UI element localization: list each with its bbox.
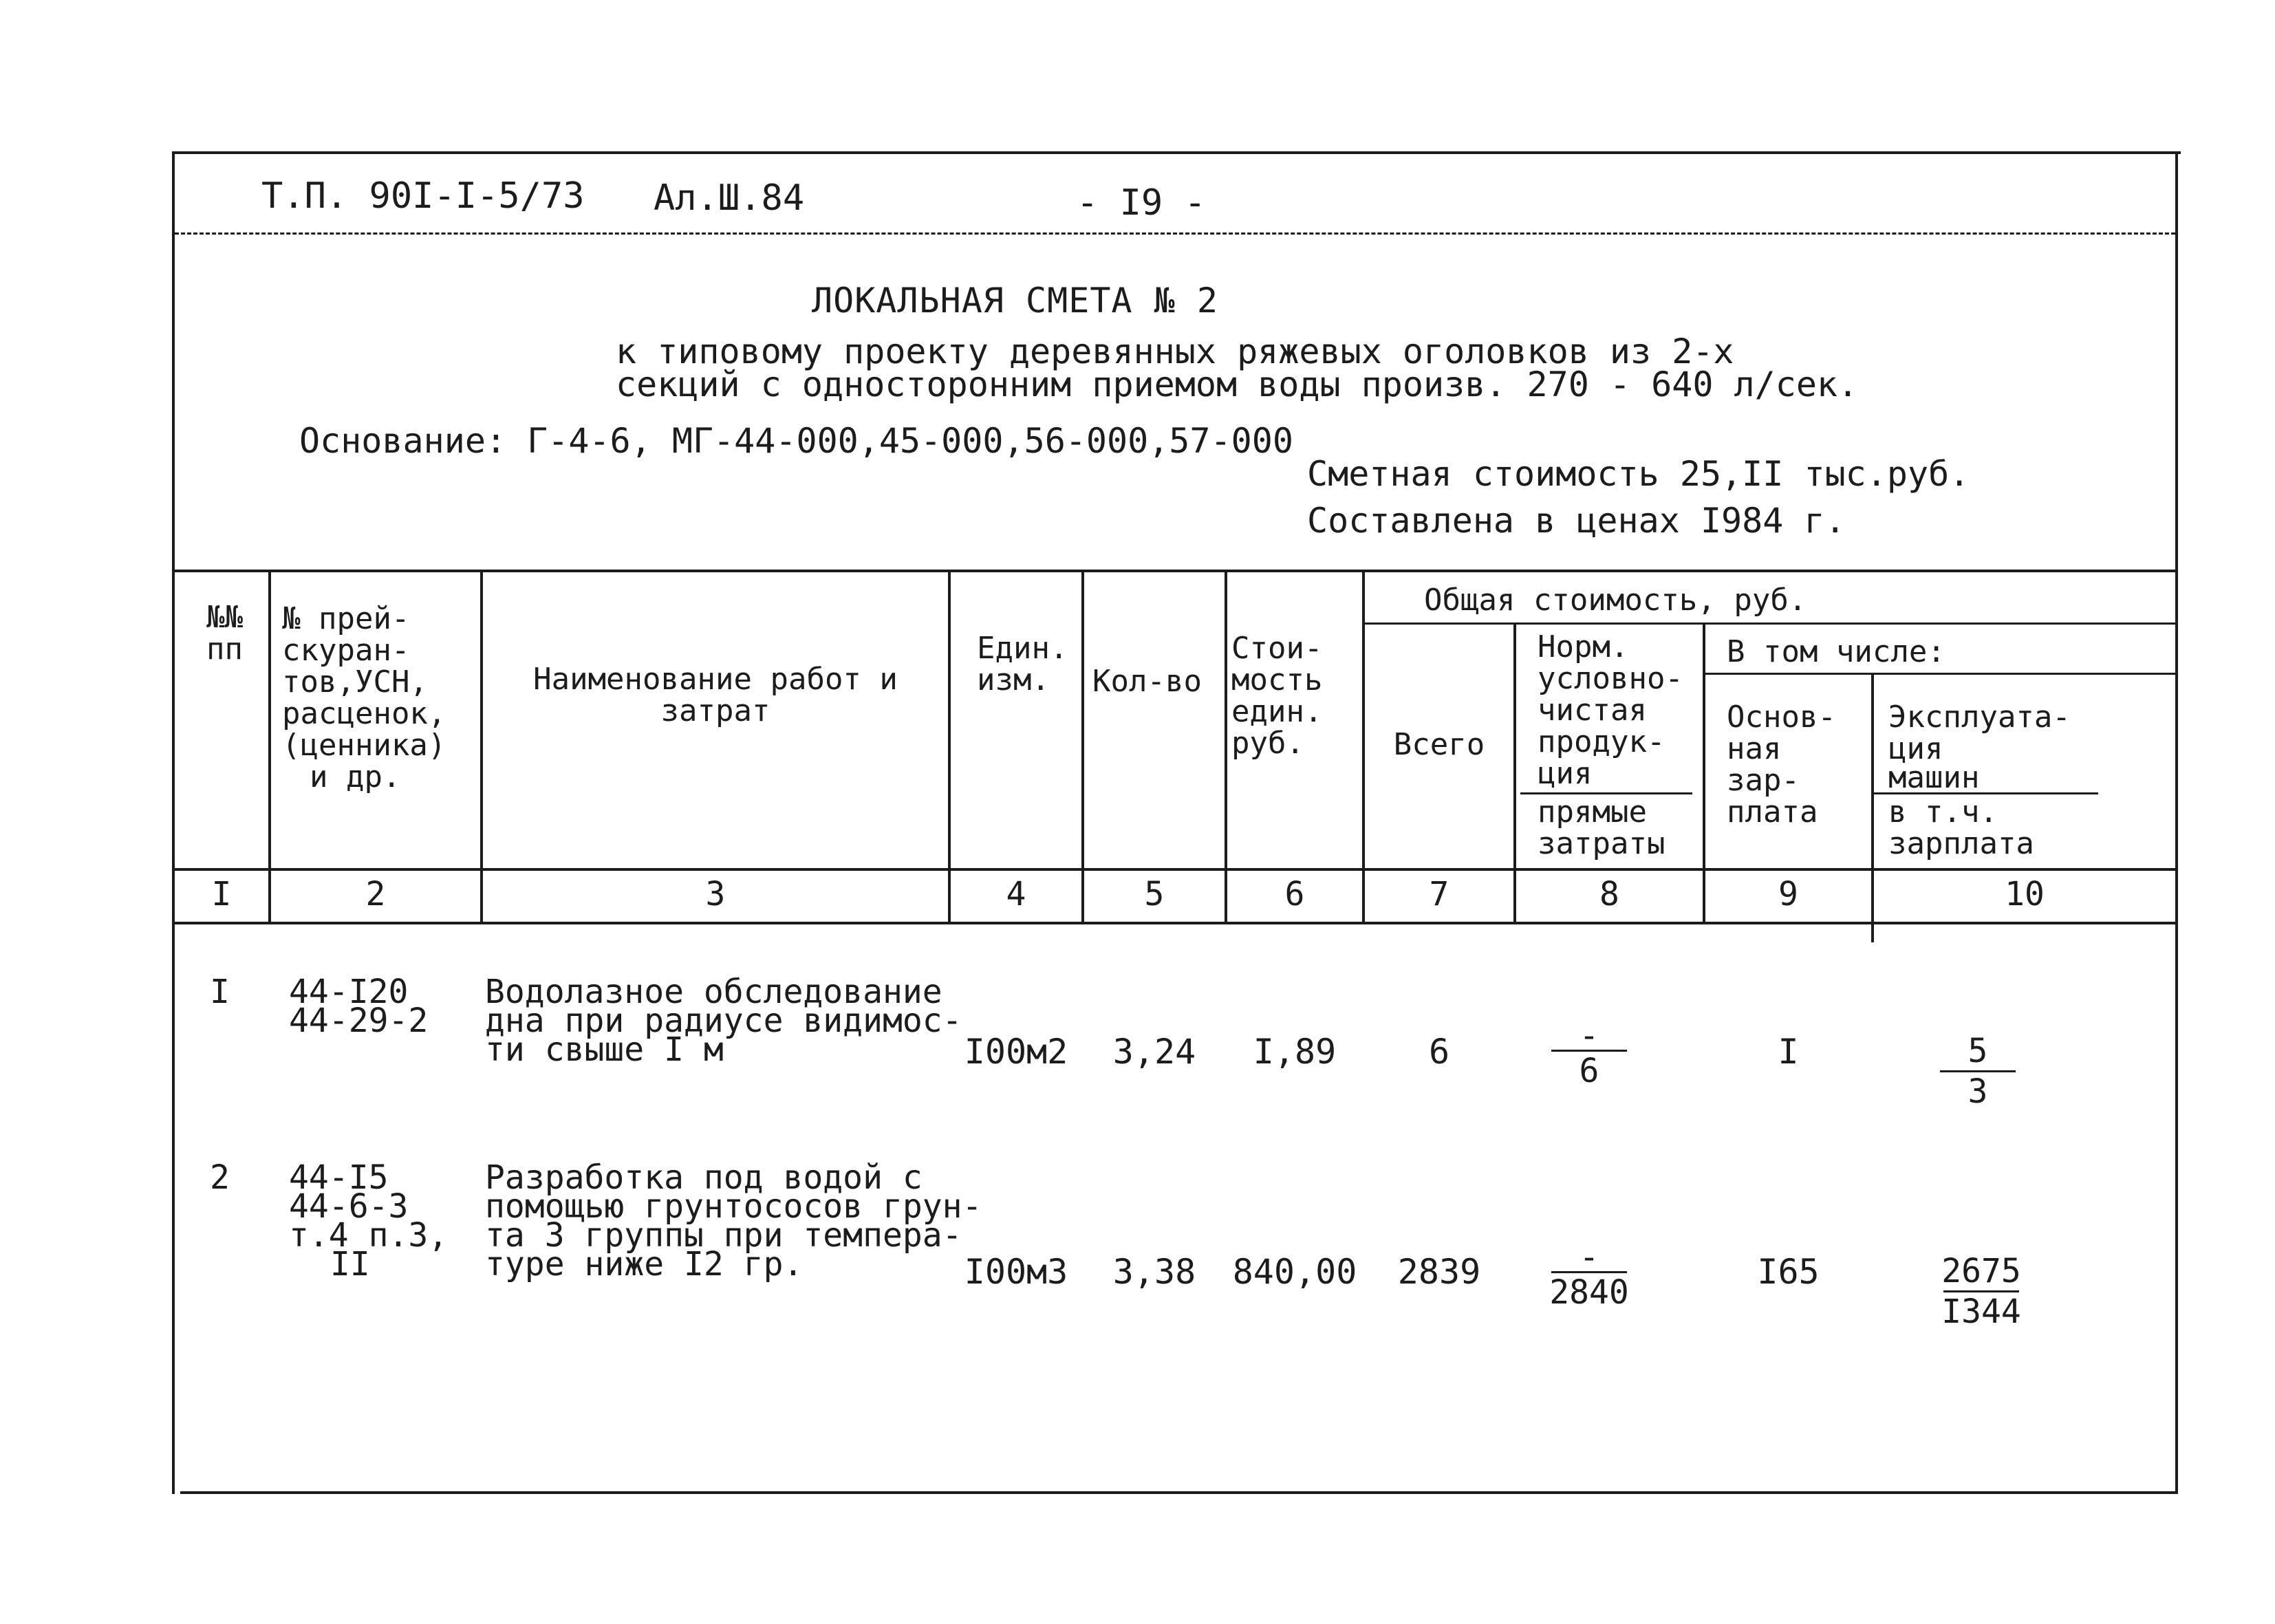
row-1-direct: 6 [1579,1052,1599,1090]
row-1-quantity: 3,24 [1112,1032,1196,1072]
th-pricelist-2: скуран- [282,633,410,668]
row-2-direct: 2840 [1549,1273,1629,1312]
row-1-salary: I [1778,1032,1799,1072]
row-1-norm-fraction [1541,1017,1637,1090]
row-2-name-3: та 3 группы при темпера- [485,1216,962,1255]
row-1-total: 6 [1428,1032,1450,1072]
th-unit-cost-4: руб. [1231,726,1304,761]
th-pricelist-6: и др. [310,759,401,794]
row-1-code-1: 44-I20 [289,973,409,1011]
row-1-machines-fraction [1930,1032,2026,1111]
row-2-salary: I65 [1757,1252,1820,1292]
th-machines-1: Эксплуата- [1888,700,2071,735]
row-1-number: I [210,973,230,1011]
row-2-quantity: 3,38 [1112,1252,1196,1292]
page-number: - I9 - [1077,182,1206,224]
th-unit-1: Един. [977,631,1068,666]
colnum-8: 8 [1599,875,1619,913]
th-norm-5: ция [1538,756,1593,791]
th-number-1: №№ [206,600,243,635]
th-total: Всего [1393,727,1485,762]
colnum-1: I [211,875,232,913]
th-pricelist-3: тов,УСН, [282,664,428,700]
row-1-name-2: дна при радиусе видимос- [485,1002,962,1040]
estimate-title: ЛОКАЛЬНАЯ СМЕТА № 2 [812,281,1218,321]
th-number-2: пп [206,631,243,667]
row-2-total: 2839 [1397,1252,1481,1292]
row-1-code-2: 44-29-2 [289,1002,429,1040]
colnum-10: 10 [2005,875,2045,913]
row-1-machines-salary: 3 [1967,1072,1988,1111]
album-number: Ал.Ш.84 [654,177,805,219]
row-2-name-2: помощью грунтососов грун- [485,1187,982,1226]
th-machines-salary-2: зарплата [1888,826,2034,861]
frame-left [172,151,175,1494]
th-salary-2: ная [1727,731,1782,766]
row-2-code-2: 44-6-3 [289,1187,409,1226]
row-2-norm-fraction [1541,1238,1637,1312]
col-rule-2 [480,570,483,922]
th-direct-1: прямые [1538,794,1647,830]
row-2-name-1: Разработка под водой с [485,1158,923,1197]
table-top-rule [175,570,2175,572]
th-pricelist-5: (ценника) [282,728,446,763]
row-2-code-4: II [330,1245,370,1284]
row-1-unit-cost: I,89 [1253,1032,1337,1072]
col-rule-5 [1225,570,1227,922]
colnum-7: 7 [1429,875,1449,913]
th-salary-4: плата [1727,794,1818,830]
th-quantity: Кол-во [1092,664,1202,699]
row-1-name-3: ти свыше I м [485,1030,724,1069]
th-work-name-1: Наименование работ и [533,662,898,697]
row-2-number: 2 [210,1158,230,1197]
row-2-name-4: туре ниже I2 гр. [485,1245,804,1284]
row-1-machines: 5 [1967,1032,1988,1070]
th-unit-cost-1: Стои- [1231,631,1323,666]
th-machines-2: ция [1888,731,1943,766]
th-norm-1: Норм. [1538,629,1629,664]
th-unit-cost-2: мость [1231,662,1323,697]
colnum-5: 5 [1144,875,1165,913]
estimate-basis: Основание: Г-4-6, МГ-44-000,45-000,56-000,57-000 [299,421,1293,461]
header-bottom-rule [175,868,2175,871]
row-1-name-1: Водолазное обследование [485,973,942,1011]
frame-top [172,151,2181,154]
th-direct-2: затраты [1538,826,1665,861]
col-rule-4 [1081,570,1084,922]
frame-bottom [180,1491,2178,1494]
th-work-name-2: затрат [660,693,770,728]
row-2-norm: - [1579,1238,1599,1277]
th-pricelist-1: № прей- [282,601,410,636]
th-salary-1: Основ- [1727,700,1836,735]
row-2-unit-cost: 840,00 [1232,1252,1357,1292]
frame-right [2175,151,2178,1494]
row-2-machines-salary: I344 [1941,1292,2021,1331]
col-rule-1 [268,570,271,922]
row-1-unit: I00м2 [964,1032,1068,1072]
th-norm-2: условно- [1538,661,1683,696]
th-norm-4: продук- [1538,724,1665,759]
col-rule-3 [948,570,951,922]
th-unit-cost-3: един. [1231,694,1323,729]
th-unit-2: изм. [977,662,1050,697]
row-2-code-1: 44-I5 [289,1158,389,1197]
doc-code: Т.П. 90I-I-5/73 [261,175,585,217]
estimate-prices: Составлена в ценах I984 г. [1307,501,1846,541]
th-machines-salary-1: в т.ч. [1888,794,1998,830]
row-2-machines: 2675 [1941,1252,2021,1290]
colnum-6: 6 [1284,875,1305,913]
estimate-cost: Сметная стоимость 25,II тыс.руб. [1307,454,1970,494]
colnum-4: 4 [1006,875,1026,913]
total-group-rule [1362,622,2175,625]
row-1-norm: - [1579,1017,1599,1055]
th-machines-3: машин [1888,760,1980,795]
th-incl-group: В том числе: [1727,634,1945,669]
colnum-9: 9 [1778,875,1798,913]
colnum-2: 2 [365,875,386,913]
header-divider [175,232,2175,235]
th-norm-3: чистая [1538,693,1647,728]
row-2-code-3: т.4 п.3, [289,1216,449,1255]
th-salary-3: зар- [1727,763,1800,798]
th-total-group: Общая стоимость, руб. [1424,583,1807,618]
row-2-unit: I00м3 [964,1252,1068,1292]
colnum-bottom-rule [175,922,2175,924]
estimate-subtitle-2: секций с односторонним приемом воды произв. 270 - 640 л/сек. [616,365,1859,404]
estimate-subtitle-1: к типовому проекту деревянных ряжевых оголовков из 2-х [616,332,1734,371]
colnum-3: 3 [705,875,726,913]
th-pricelist-4: расценок, [282,696,446,731]
incl-group-rule [1703,673,2175,675]
row-2-machines-fraction [1933,1252,2029,1331]
